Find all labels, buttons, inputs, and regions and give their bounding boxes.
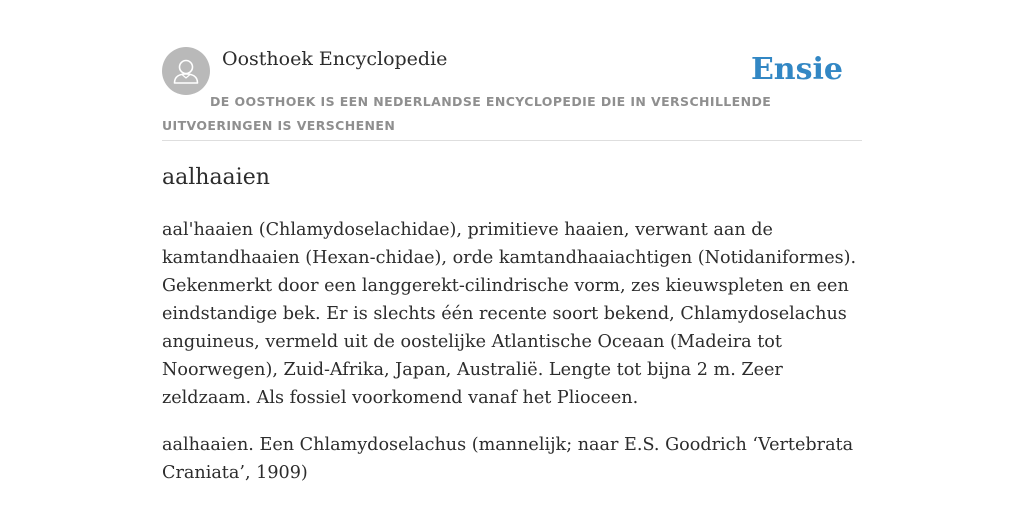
brand-logo[interactable]: Ensie [750, 52, 843, 87]
author-name[interactable]: Oosthoek Encyclopedie [222, 48, 448, 70]
user-icon [162, 47, 210, 95]
author-avatar[interactable] [162, 47, 210, 95]
article-title: aalhaaien [162, 165, 270, 190]
article-body [162, 216, 862, 506]
article-paragraph: aal'haaien (Chlamydoselachidae), primitieve haaien, verwant aan de kamtandhaaien (Hexan-chidae), orde kamtandhaaiachtigen (Notidaniformes). Gekenmerkt door een langgerekt-cilindrische vorm, zes kieuwspleten en een eindstandige bek. Er is slechts één recente soort bekend, Chlamydoselachus anguineus, vermeld uit de oostelijke Atlantische Oceaan (Madeira tot Noorwegen), Zuid-Afrika, Japan, Australië. Lengte tot bijna 2 m. Zeer zeldzaam. Als fossiel voorkomend vanaf het Plioceen. [162, 220, 857, 408]
image-caption: aalhaaien. Een Chlamydoselachus (mannelijk; naar E.S. Goodrich ‘Vertebrata Craniata’, 1909) [162, 435, 854, 483]
header [162, 46, 862, 141]
author-description: DE OOSTHOEK IS EEN NEDERLANDSE ENCYCLOPEDIE DIE IN VERSCHILLENDE UITVOERINGEN IS VERSCHENEN [162, 94, 772, 133]
